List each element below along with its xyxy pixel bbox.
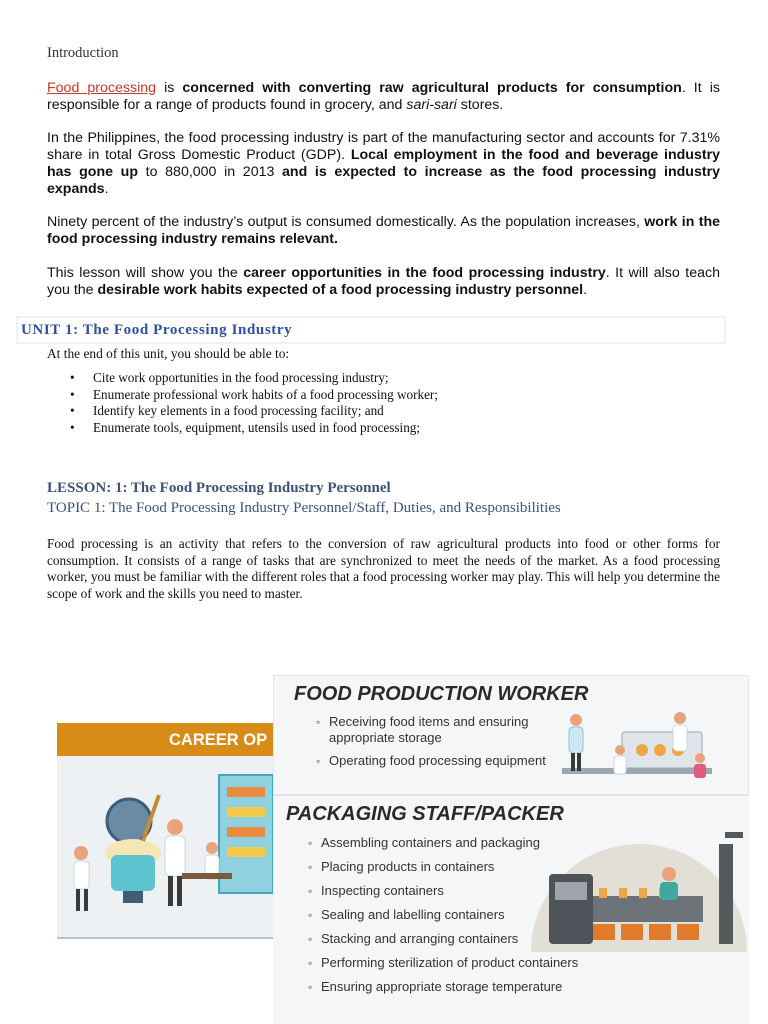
- unit-heading-bar: [16, 316, 726, 344]
- food-production-worker-card: [273, 675, 749, 795]
- career-opportunities-card: [57, 723, 273, 939]
- duty-item: ◦ Assembling containers and packaging: [308, 835, 608, 851]
- objective-item: • Enumerate professional work habits of a food processing worker;: [70, 386, 438, 402]
- intro-paragraph-1: [47, 80, 720, 114]
- p1-text-3: stores.: [456, 97, 504, 113]
- p4-bold-2: desirable work habits expected of a food processing industry personnel: [97, 282, 584, 298]
- p1-text-1: is: [156, 80, 183, 96]
- p2-text-3: .: [104, 181, 109, 197]
- food-production-worker-title: FOOD PRODUCTION WORKER: [294, 683, 589, 705]
- objectives-lead: At the end of this unit, you should be able to:: [47, 346, 290, 361]
- intro-paragraph-2: [47, 130, 720, 198]
- bullet-icon: •: [70, 370, 75, 385]
- p4-bold-1: career opportunities in the food processing industry: [243, 265, 606, 281]
- kitchen-workers-illustration: [57, 723, 273, 939]
- intro-paragraph-4: [47, 265, 720, 299]
- card-divider: [57, 937, 273, 939]
- packaging-staff-card: [273, 795, 749, 1024]
- duty-item: ◦ Ensuring appropriate storage temperature: [308, 979, 608, 995]
- bullet-icon: •: [70, 419, 75, 435]
- p1-bold-1: concerned with converting raw agricultural products for consumption: [182, 80, 682, 96]
- duty-item: ◦ Performing sterilization of product containers: [308, 955, 608, 971]
- p2-bold-2: and is expected to increase as the food processing industry expands: [47, 164, 720, 197]
- objective-item: • Identify key elements in a food processing facility; and: [70, 403, 384, 418]
- duty-item: ◦ Placing products in containers: [308, 859, 608, 875]
- p2-bold-1: Local employment in the food and beverage industry has gone up: [47, 147, 721, 180]
- p3-bold-1: work in the food processing industry remains relevant.: [47, 214, 721, 247]
- p2-text-1: In the Philippines, the food processing industry is part of the manufacturing sector and accounts for 7.31% share in total Gross Domestic Product (GDP).: [47, 130, 720, 163]
- objective-item: • Enumerate tools, equipment, utensils used in food processing;: [70, 419, 421, 435]
- career-banner-text: CAREER OP: [169, 731, 268, 749]
- packaging-machine-illustration: [529, 824, 749, 952]
- intro-heading: Introduction: [47, 45, 119, 61]
- lesson-title: LESSON: 1: The Food Processing Industry Personnel: [47, 480, 391, 496]
- production-duties-list: [316, 714, 546, 776]
- p4-text-1: This lesson will show you the: [47, 265, 244, 281]
- p3-text-1: Ninety percent of the industry’s output is consumed domestically. As the population increases,: [47, 214, 645, 230]
- bullet-icon: •: [70, 386, 75, 402]
- p1-italic-1: sari-sari: [406, 97, 457, 113]
- p4-text-2: . It will also teach you the: [47, 265, 720, 298]
- duty-item: ◦ Sealing and labelling containers: [308, 907, 608, 923]
- duty-item: ◦ Inspecting containers: [308, 883, 608, 899]
- topic-title: TOPIC 1: The Food Processing Industry Personnel/Staff, Duties, and Responsibilities: [47, 500, 561, 516]
- objective-item: • Cite work opportunities in the food processing industry;: [70, 370, 389, 385]
- p1-text-2: . It is responsible for a range of products found in grocery, and: [47, 80, 720, 113]
- lesson-body: Food processing is an activity that refers to the conversion of raw agricultural products into food or other forms for consumption. It consists of a range of tasks that are synchronized to meet the needs of the market. As a food processing worker, you must be familiar with the different roles that a food processing worker may play. This will help you determine the scope of work and the skills you need to master.: [47, 536, 720, 601]
- duty-item: ◦ Operating food processing equipment: [316, 753, 546, 769]
- duty-item: ◦ Receiving food items and ensuring appropriate storage: [316, 714, 546, 746]
- bullet-icon: •: [70, 403, 75, 418]
- duty-item: ◦ Stacking and arranging containers: [308, 931, 608, 947]
- food-processing-link[interactable]: Food processing: [47, 80, 157, 96]
- unit-title: UNIT 1: The Food Processing Industry: [21, 322, 293, 338]
- p4-text-3: .: [583, 282, 588, 298]
- objectives-list: [70, 370, 438, 436]
- packaging-staff-title: PACKAGING STAFF/PACKER: [286, 803, 564, 825]
- production-line-illustration: [562, 710, 742, 790]
- intro-paragraph-3: [47, 214, 720, 248]
- p2-text-2: to 880,000 in 2013: [138, 164, 283, 180]
